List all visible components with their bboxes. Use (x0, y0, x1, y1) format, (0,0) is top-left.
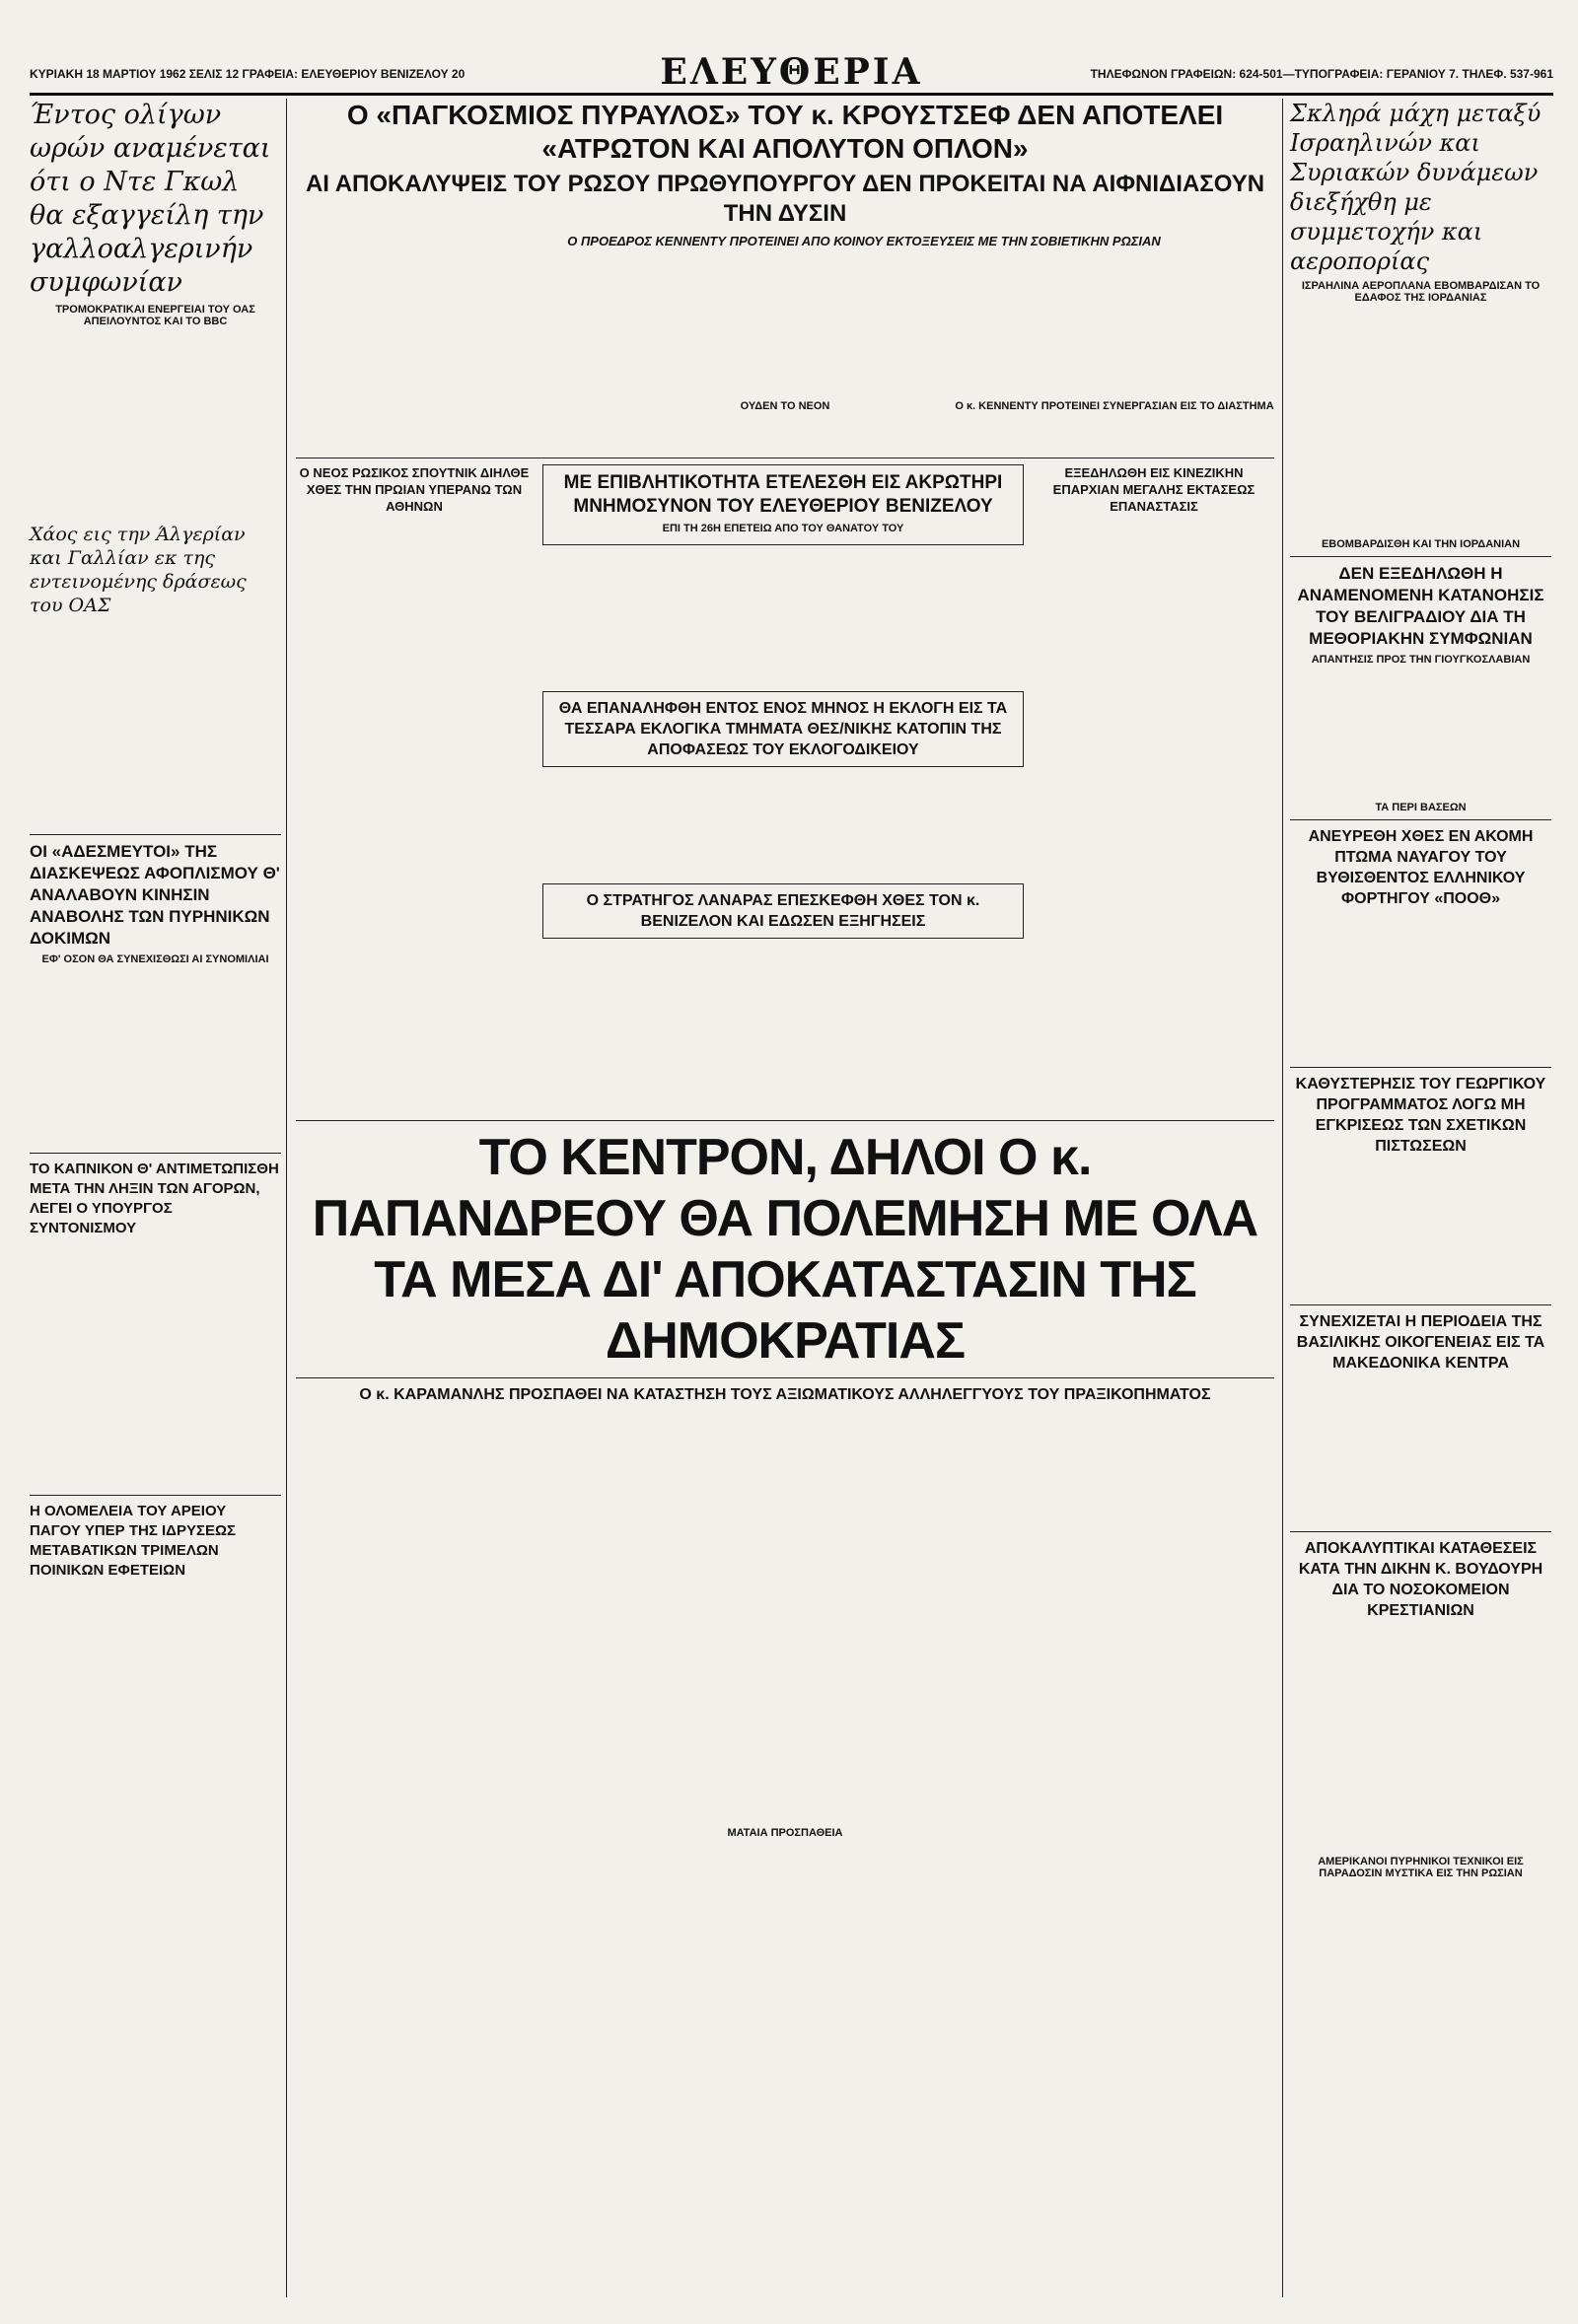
article-body (30, 621, 281, 828)
stratigos-box (542, 883, 1024, 939)
divider (296, 1377, 1274, 1378)
divider (30, 1495, 281, 1496)
kicker-nothing-new: ΟΥΔΕΝ ΤΟ ΝΕΟΝ (740, 400, 830, 412)
headline-lanaras: Ο ΣΤΡΑΤΗΓΟΣ ΛΑΝΑΡΑΣ ΕΠΕΣΚΕΦΘΗ ΧΘΕΣ ΤΟΝ κ. ΒΕΝΙΖΕΛΟΝ ΚΑΙ ΕΔΩΣΕΝ ΕΞΗΓΗΣΕΙΣ (586, 892, 980, 930)
main-banner-revelations: ΑΙ ΑΠΟΚΑΛΥΨΕΙΣ ΤΟΥ ΡΩΣΟΥ ΠΡΩΘΥΠΟΥΡΓΟΥ ΔΕΝ ΠΡΟΚΕΙΤΑΙ ΝΑ ΑΙΦΝΙΔΙΑΣΟΥΝ ΤΗΝ ΔΥΣΙΝ (305, 171, 1265, 227)
article-body (1290, 1161, 1551, 1299)
article-body (1034, 519, 1274, 1012)
divider (296, 1120, 1274, 1121)
main-banner-khrushchev: Ο «ΠΑΓΚΟΣΜΙΟΣ ΠΥΡΑΥΛΟΣ» ΤΟΥ κ. ΚΡΟΥΣΤΣΕΦ ΔΕΝ ΑΠΟΤΕΛΕΙ «ΑΤΡΩΤΟΝ ΚΑΙ ΑΠΟΛΥΤΟΝ ΟΠΛΟΝ» (346, 100, 1224, 164)
subhead: ΕΦ' ΟΣΟΝ ΘΑ ΣΥΝΕΧΙΣΘΩΣΙ ΑΙ ΣΥΝΟΜΙΛΙΑΙ (41, 953, 269, 965)
article-body (30, 1585, 281, 2176)
headline-china: ΕΞΕΔΗΛΩΘΗ ΕΙΣ ΚΙΝΕΖΙΚΗΝ ΕΠΑΡΧΙΑΝ ΜΕΓΑΛΗΣ ΕΚΤΑΣΕΩΣ ΕΠΑΝΑΣΤΑΣΙΣ (1052, 465, 1255, 514)
article-body (955, 258, 1274, 396)
masthead (30, 51, 1553, 96)
phone-line: ΤΗΛΕΦΩΝΟΝ ΓΡΑΦΕΙΩΝ: 624-501—ΤΥΠΟΓΡΑΦΕΙΑ: ΓΕΡΑΝΙΟΥ 7. ΤΗΛΕΦ. 537-961 (1090, 67, 1553, 81)
article-body (30, 969, 281, 1147)
newspaper-title: ΕΛΕΥΘΕΡΙΑ (660, 51, 923, 93)
kicker-bases: ΤΑ ΠΕΡΙ ΒΑΣΕΩΝ (1375, 802, 1467, 813)
headline-royal-family: ΣΥΝΕΧΙΖΕΤΑΙ Η ΠΕΡΙΟΔΕΙΑ ΤΗΣ ΒΑΣΙΛΙΚΗΣ ΟΙΚΟΓΕΝΕΙΑΣ ΕΙΣ ΤΑ ΜΑΚΕΔΟΝΙΚΑ ΚΕΝΤΡΑ (1296, 1313, 1545, 1372)
headline-agricultural: ΚΑΘΥΣΤΕΡΗΣΙΣ ΤΟΥ ΓΕΩΡΓΙΚΟΥ ΠΡΟΓΡΑΜΜΑΤΟΣ ΛΟΓΩ ΜΗ ΕΓΚΡΙΣΕΩΣ ΤΩΝ ΣΧΕΤΙΚΩΝ ΠΙΣΤΩΣΕΩΝ (1295, 1076, 1546, 1155)
article-body (1290, 1625, 1551, 1852)
divider (1290, 1304, 1551, 1305)
article-body (296, 258, 615, 448)
headline-tobacco: ΤΟ ΚΑΠΝΙΚΟΝ Θ' ΑΝΤΙΜΕΤΩΠΙΣΘΗ ΜΕΤΑ ΤΗΝ ΛΗΞΙΝ ΤΩΝ ΑΓΟΡΩΝ, ΛΕΓΕΙ Ο ΥΠΟΥΡΓΟΣ ΣΥΝΤΟΝΙΣΜΟΥ (30, 1161, 279, 1236)
article-body (1290, 1377, 1551, 1525)
left-column (30, 99, 281, 2180)
divider (1290, 1531, 1551, 1532)
headline-papandreou: ΤΟ ΚΕΝΤΡΟΝ, ΔΗΛΟΙ Ο κ. ΠΑΠΑΝΔΡΕΟΥ ΘΑ ΠΟΛΕΜΗΣΗ ΜΕ ΟΛΑ ΤΑ ΜΕΣΑ ΔΙ' ΑΠΟΚΑΤΑΣΤΑΣΙΝ ΤΗΣ ΔΗΜΟΚΡΑΤΙΑΣ (312, 1129, 1258, 1370)
divider (30, 834, 281, 835)
kicker-nuclear-technicians: ΑΜΕΡΙΚΑΝΟΙ ΠΥΡΗΝΙΚΟΙ ΤΕΧΝΙΚΟΙ ΕΙΣ ΠΑΡΑΔΟΣΙΝ ΜΥΣΤΙΚΑ ΕΙΣ ΤΗΝ ΡΩΣΙΑΝ (1318, 1856, 1524, 1879)
kicker-kennedy-space: Ο κ. ΚΕΝΝΕΝΤΥ ΠΡΟΤΕΙΝΕΙ ΣΥΝΕΡΓΑΣΙΑΝ ΕΙΣ ΤΟ ΔΙΑΣΤΗΜΑ (955, 400, 1274, 412)
kicker-mataia: ΜΑΤΑΙΑ ΠΡΟΣΠΑΘΕΙΑ (727, 1827, 843, 1839)
sputnik-column (296, 464, 533, 1114)
divider (1290, 556, 1551, 557)
kicker-oas: ΤΡΟΜΟΚΡΑΤΙΚΑΙ ΕΝΕΡΓΕΙΑΙ ΤΟΥ ΟΑΣ ΑΠΕΙΛΟΥΝΤΟΣ ΚΑΙ ΤΟ BBC (55, 304, 255, 327)
right-column (1290, 99, 1551, 1883)
kicker-israel: ΙΣΡΑΗΛΙΝΑ ΑΕΡΟΠΛΑΝΑ ΕΒΟΜΒΑΡΔΙΣΑΝ ΤΟ ΕΔΑΦΟΣ ΤΗΣ ΙΟΡΔΑΝΙΑΣ (1301, 280, 1541, 304)
subhead-yugoslavia: ΑΠΑΝΤΗΣΙΣ ΠΡΟΣ ΤΗΝ ΓΙΟΥΓΚΟΣΛΑΒΙΑΝ (1311, 654, 1531, 666)
subhead-memorial: ΕΠΙ ΤΗ 26Η ΕΠΕΤΕΙΩ ΑΠΟ ΤΟΥ ΘΑΝΑΤΟΥ ΤΟΥ (662, 523, 904, 534)
headline-areios-pagos: Η ΟΛΟΜΕΛΕΙΑ ΤΟΥ ΑΡΕΙΟΥ ΠΑΓΟΥ ΥΠΕΡ ΤΗΣ ΙΔΡΥΣΕΩΣ ΜΕΤΑΒΑΤΙΚΩΝ ΤΡΙΜΕΛΩΝ ΠΟΙΝΙΚΩΝ ΕΦΕΤΕΙΩΝ (30, 1503, 237, 1579)
article-body (1290, 669, 1551, 798)
article-body (1290, 308, 1551, 534)
lead-headline-israel: Σκληρά μάχη μεταξύ Ισραηλινών και Συριακών δυνάμεων διεξήχθη με συμμετοχήν και αεροπορίας (1290, 100, 1542, 275)
kicker-jordan: ΕΒΟΜΒΑΡΔΙΣΘΗ ΚΑΙ ΤΗΝ ΙΟΡΔΑΝΙΑΝ (1321, 538, 1521, 550)
headline-sputnik: Ο ΝΕΟΣ ΡΩΣΙΚΟΣ ΣΠΟΥΤΝΙΚ ΔΙΗΛΘΕ ΧΘΕΣ ΤΗΝ ΠΡΩΙΑΝ ΥΠΕΡΑΝΩ ΤΩΝ ΑΘΗΝΩΝ (299, 465, 530, 514)
headline-belgrade: ΔΕΝ ΕΞΕΔΗΛΩΘΗ Η ΑΝΑΜΕΝΟΜΕΝΗ ΚΑΤΑΝΟΗΣΙΣ ΤΟΥ ΒΕΛΙΓΡΑΔΙΟΥ ΔΙΑ ΤΗ ΜΕΘΟΡΙΑΚΗΝ ΣΥΜΦΩΝΙΑΝ (1297, 564, 1544, 648)
article-body (296, 519, 533, 1110)
headline-election: ΘΑ ΕΠΑΝΑΛΗΦΘΗ ΕΝΤΟΣ ΕΝΟΣ ΜΗΝΟΣ Η ΕΚΛΟΓΗ ΕΙΣ ΤΑ ΤΕΣΣΑΡΑ ΕΚΛΟΓΙΚΑ ΤΜΗΜΑΤΑ ΘΕΣ/ΝΙΚΗΣ ΚΑΤΟΠΙΝ ΤΗΣ ΑΠΟΦΑΣΕΩΣ ΤΟΥ ΕΚΛΟΓΟΔΙΚΕΙΟΥ (558, 700, 1008, 758)
headline-algeria-chaos: Χάος εις την Άλγερίαν και Γαλλίαν εκ της εντεινομένης δράσεως του ΟΑΣ (30, 524, 247, 616)
article-body (1290, 913, 1551, 1061)
headline-voudouris: ΑΠΟΚΑΛΥΠΤΙΚΑΙ ΚΑΤΑΘΕΣΕΙΣ ΚΑΤΑ ΤΗΝ ΔΙΚΗΝ Κ. ΒΟΥΔΟΥΡΗ ΔΙΑ ΤΟ ΝΟΣΟΚΟΜΕΙΟΝ ΚΡΕΣΤΙΑΝΙΩΝ (1298, 1540, 1543, 1619)
headline-shipwreck: ΑΝΕΥΡΕΘΗ ΧΘΕΣ ΕΝ ΑΚΟΜΗ ΠΤΩΜΑ ΝΑΥΑΓΟΥ ΤΟΥ ΒΥΘΙΣΘΕΝΤΟΣ ΕΛΛΗΝΙΚΟΥ ΦΟΡΤΗΓΟΥ «ΠΟΟΘ» (1308, 828, 1534, 907)
lead-headline-degaulle: Έντος ολίγων ωρών αναμένεται ότι ο Ντε Γκωλ θα εξαγγείλη την γαλλοαλγερινήν συμφωνίαν (30, 100, 271, 298)
column-divider (286, 99, 287, 2297)
article-body (296, 1409, 1274, 1823)
article-body (542, 549, 1024, 687)
column-divider (1282, 99, 1283, 2297)
article-body (625, 258, 945, 396)
date-line: ΚΥΡΙΑΚΗ 18 ΜΑΡΤΙΟΥ 1962 ΣΕΛΙΣ 12 ΓΡΑΦΕΙΑ: ΕΛΕΥΘΕΡΙΟΥ ΒΕΝΙΖΕΛΟΥ 20 (30, 67, 466, 81)
headline-memorial: ΜΕ ΕΠΙΒΛΗΤΙΚΟΤΗΤΑ ΕΤΕΛΕΣΘΗ ΕΙΣ ΑΚΡΩΤΗΡΙ ΜΝΗΜΟΣΥΝΟΝ ΤΟΥ ΕΛΕΥΘΕΡΙΟΥ ΒΕΝΙΖΕΛΟΥ (563, 472, 1003, 517)
divider (30, 1153, 281, 1154)
article-body (30, 331, 281, 519)
center-column (296, 99, 1274, 1843)
election-box (542, 691, 1024, 767)
divider (1290, 1067, 1551, 1068)
article-body (542, 771, 1024, 880)
headline-nonaligned: ΟΙ «ΑΔΕΣΜΕΥΤΟΙ» ΤΗΣ ΔΙΑΣΚΕΨΕΩΣ ΑΦΟΠΛΙΣΜΟΥ Θ' ΑΝΑΛΑΒΟΥΝ ΚΙΝΗΣΙΝ ΑΝΑΒΟΛΗΣ ΤΩΝ ΠΥΡΗΝΙΚΩΝ ΔΟΚΙΜΩΝ (30, 842, 280, 948)
banner-articles (296, 254, 1274, 452)
banner-subhead-kennedy: Ο ΠΡΟΕΔΡΟΣ ΚΕΝΝΕΝΤΥ ΠΡΟΤΕΙΝΕΙ ΑΠΟ ΚΟΙΝΟΥ ΕΚΤΟΞΕΥΣΕΙΣ ΜΕ ΤΗΝ ΣΟΒΙΕΤΙΚΗΝ ΡΩΣΙΑΝ (567, 234, 1161, 248)
divider (1290, 819, 1551, 820)
headline-karamanlis: Ο κ. ΚΑΡΑΜΑΝΛΗΣ ΠΡΟΣΠΑΘΕΙ ΝΑ ΚΑΤΑΣΤΗΣΗ ΤΟΥΣ ΑΞΙΩΜΑΤΙΚΟΥΣ ΑΛΛΗΛΕΓΓΥΟΥΣ ΤΟΥ ΠΡΑΞΙΚΟΠΗΜΑΤΟΣ (359, 1386, 1211, 1403)
memorial-box (542, 464, 1024, 545)
article-body (30, 1242, 281, 1489)
